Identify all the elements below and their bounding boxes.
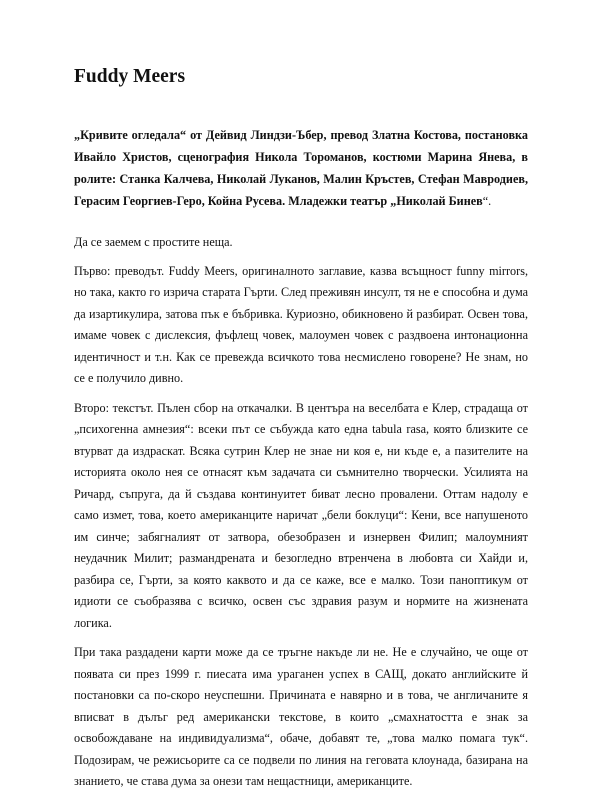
credits-closing-quote: “. [482,194,492,208]
paragraph-intro: Да се заемем с простите неща. [74,235,233,249]
article-body [74,232,528,801]
production-credits [74,124,528,212]
paragraph-reception: При така раздадени карти може да се тръгне накъде ли не. Не е случайно, че още от появата си през 1999 г. пиесата има ураганен успех в САЩ, докато английските й постановки са по-скоро неуспешни. Причината е навярно и в това, че англичаните я вписват в дълъг ред американски текстове, в които „смахнатостта е знак за освобождаване на индивидуализма“, обаче, добавят те, „това малко помага тук“. Подозирам, че режисьорите са се подвели по линия на геговата клоунада, базирана на знанието, че става дума за онези там нещастници, американците. [74,645,528,788]
credits-text: „Кривите огледала“ от Дейвид Линдзи-Ъбер, превод Златна Костова, постановка Ивайло Христов, сценография Никола Тороманов, костюми Марина Янева, в ролите: Станка Калчева, Николай Луканов, Малин Кръстев, Стефан Мавродиев, Герасим Георгиев-Геро, Койна Русева. Младежки театър „Николай Бинев [74,128,528,208]
paragraph-text: Второ: текстът. Пълен сбор на откачалки. В центъра на веселбата е Клер, страдаща от „психогенна амнезия“: всеки път се събужда като една tabula rasa, която близките се втурват да издраскат. Всяка сутрин Клер не знае ни коя е, ни къде е, а пазителите на историята около нея се отнасят към задачата си съмнително творчески. Усилията на Ричард, съпруга, да й създава континуитет биват лесно провалени. Оттам надолу е само измет, това, което американците наричат „бели боклуци“: Кени, все напушеното им синче; забягналият от затвора, обезобразен и изнервен Филип; малоумният неудачник Милит; размандрената и безогледно втренчена в любовта си Хайди и, разбира се, Гърти, за която каквото и да се каже, все е малко. Този паноптикум от идиоти се съобразява с всичко, освен със здравия разум и нормите на жизнената логика. [74,400,528,630]
document-title: Fuddy Meers [74,66,186,87]
paragraph-translation: Първо: преводът. Fuddy Meers, оригиналното заглавие, казва всъщност funny mirrors, но така, както го изрича старата Гърти. След преживян инсулт, тя не е способна и дума да изартикулира, затова пък е бъбривка. Куриозно, обикновено й разбират. Освен това, имаме човек с дислексия, фъфлещ човек, малоумен човек с раздвоена интонационна идентичност и т.н. Как се превежда всичкото това несмислено говорене? Не знам, но се е получило дивно. [74,263,528,385]
